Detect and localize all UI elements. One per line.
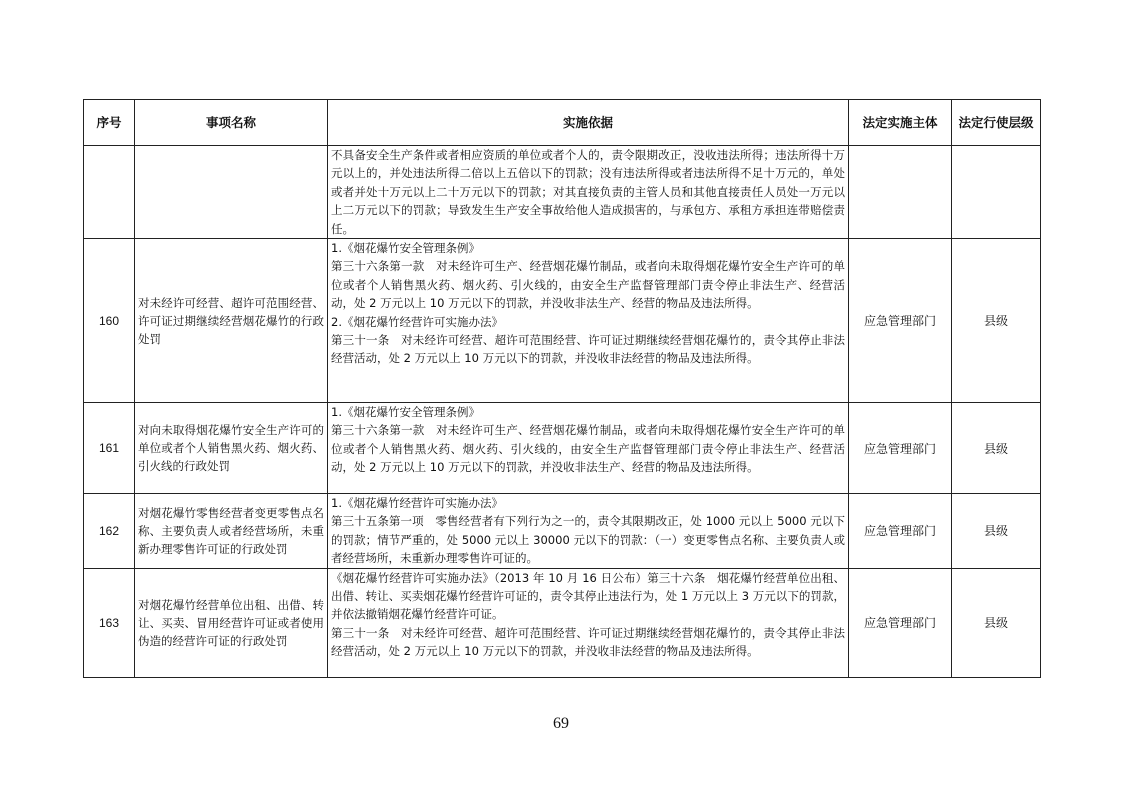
table-row — [84, 239, 1041, 403]
basis-paragraph: 第三十一条 对未经许可经营、超许可范围经营、许可证过期继续经营烟花爆竹的，责令其停止非法经营活动，处 2 万元以上 10 万元以下的罚款，并没收非法经营的物品及违法所得。 — [331, 333, 845, 366]
header-index: 序号 — [84, 100, 135, 146]
basis-paragraph: 第三十六条第一款 对未经许可生产、经营烟花爆竹制品，或者向未取得烟花爆竹安全生产许可的单位或者个人销售黑火药、烟火药、引火线的，由安全生产监督管理部门责令停止非法生产、经营活动，处 2 万元以上 10 万元以下的罚款，并没收非法生产、经营的物品及违法所得。 — [331, 423, 845, 475]
row-item-name — [135, 146, 328, 239]
basis-paragraph: 1.《烟花爆竹安全管理条例》 — [331, 241, 480, 256]
table-row — [84, 146, 1041, 239]
header-level: 法定行使层级 — [952, 100, 1041, 146]
basis-paragraph: 第三十六条第一款 对未经许可生产、经营烟花爆竹制品，或者向未取得烟花爆竹安全生产许可的单位或者个人销售黑火药、烟火药、引火线的，由安全生产监督管理部门责令停止非法生产、经营活动，处 2 万元以上 10 万元以下的罚款，并没收非法生产、经营的物品及违法所得。 — [331, 259, 845, 311]
table-body — [84, 146, 1041, 678]
page-number: 69 — [553, 715, 569, 732]
row-basis — [328, 494, 849, 569]
row-authority — [849, 146, 952, 239]
row-authority: 应急管理部门 — [849, 494, 952, 569]
basis-paragraph: 不具备安全生产条件或者相应资质的单位或者个人的，责令限期改正，没收违法所得；违法所得十万元以上的，并处违法所得二倍以上五倍以下的罚款；没有违法所得或者违法所得不足十万元的，单处或者并处十万元以上二十万元以下的罚款；对其直接负责的主管人员和其他直接责任人员处一万元以上二万元以下的罚款；导致发生生产安全事故给他人造成损害的，与承包方、承租方承担连带赔偿责任。 — [331, 148, 845, 236]
row-level: 县级 — [952, 239, 1041, 403]
row-item-name: 对向未取得烟花爆竹安全生产许可的单位或者个人销售黑火药、烟火药、引火线的行政处罚 — [135, 403, 328, 494]
basis-paragraph: 第三十一条 对未经许可经营、超许可范围经营、许可证过期继续经营烟花爆竹的，责令其停止非法经营活动，处 2 万元以上 10 万元以下的罚款，并没收非法经营的物品及违法所得。 — [331, 625, 845, 659]
header-authority: 法定实施主体 — [849, 100, 952, 146]
row-index: 162 — [84, 494, 135, 569]
row-level: 县级 — [952, 494, 1041, 569]
row-level: 县级 — [952, 403, 1041, 494]
row-basis — [328, 146, 849, 239]
penalty-table — [83, 99, 1041, 678]
row-level — [952, 146, 1041, 239]
row-basis — [328, 403, 849, 494]
table-row — [84, 403, 1041, 494]
table-header-row — [84, 100, 1041, 146]
row-index: 163 — [84, 568, 135, 677]
row-basis — [328, 239, 849, 403]
basis-paragraph: 《烟花爆竹经营许可实施办法》（2013 年 10 月 16 日公布）第三十六条 烟花爆竹经营单位出租、出借、转让、买卖烟花爆竹经营许可证的，责令其停止违法行为，处 1 万元以上 3 万元以下的罚款，并依法撤销烟花爆竹经营许可证。 — [331, 570, 845, 622]
table-row — [84, 568, 1041, 677]
row-authority: 应急管理部门 — [849, 568, 952, 677]
table-row — [84, 494, 1041, 569]
row-item-name: 对未经许可经营、超许可范围经营、许可证过期继续经营烟花爆竹的行政处罚 — [135, 239, 328, 403]
row-index: 160 — [84, 239, 135, 403]
row-index — [84, 146, 135, 239]
row-item-name: 对烟花爆竹零售经营者变更零售点名称、主要负责人或者经营场所，未重新办理零售许可证的行政处罚 — [135, 494, 328, 569]
row-index: 161 — [84, 403, 135, 494]
row-basis — [328, 568, 849, 677]
basis-paragraph: 2.《烟花爆竹经营许可实施办法》 — [331, 314, 503, 329]
row-authority: 应急管理部门 — [849, 239, 952, 403]
row-item-name: 对烟花爆竹经营单位出租、出借、转让、买卖、冒用经营许可证或者使用伪造的经营许可证的行政处罚 — [135, 568, 328, 677]
row-authority: 应急管理部门 — [849, 403, 952, 494]
basis-paragraph: 第三十五条第一项 零售经营者有下列行为之一的，责令其限期改正，处 1000 元以上 5000 元以下的罚款；情节严重的，处 5000 元以上 30000 元以下的罚款：（一）变更零售点名称、主要负责人或者经营场所，未重新办理零售许可证的。 — [331, 514, 845, 566]
basis-paragraph: 1.《烟花爆竹经营许可实施办法》 — [331, 496, 503, 511]
basis-paragraph: 1.《烟花爆竹安全管理条例》 — [331, 405, 480, 420]
row-level: 县级 — [952, 568, 1041, 677]
header-item-name: 事项名称 — [135, 100, 328, 146]
header-basis: 实施依据 — [328, 100, 849, 146]
